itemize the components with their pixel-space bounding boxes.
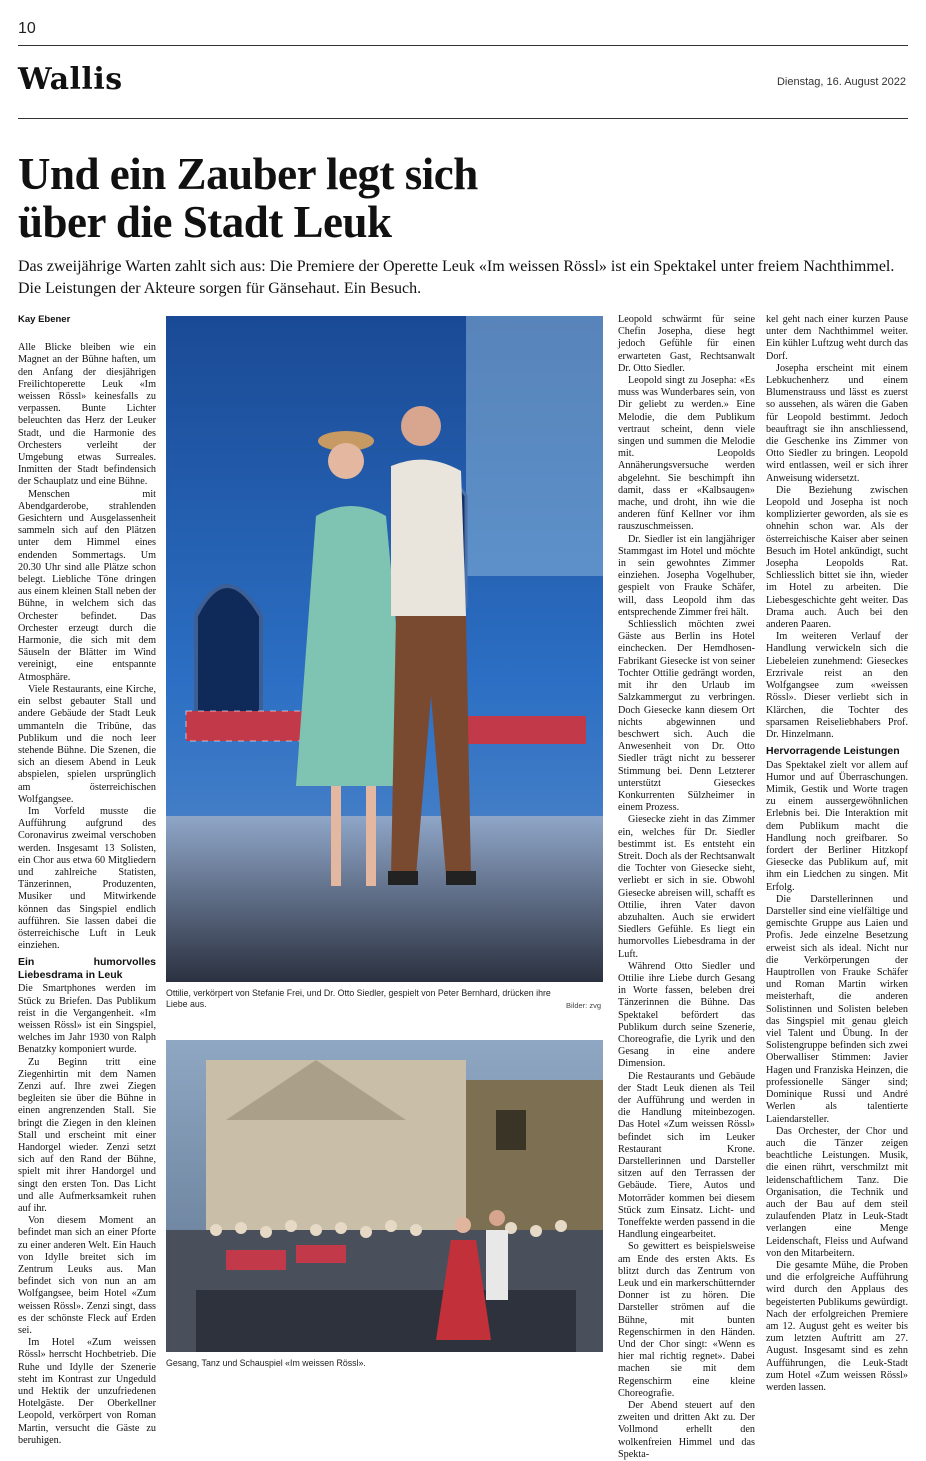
- paragraph: Der Abend steuert auf den zweiten und dritten Akt zu. Der Vollmond erhellt den wolkenfreien Himmel und das Spekta-: [618, 1400, 755, 1460]
- paragraph: Die Beziehung zwischen Leopold und Josepha ist noch komplizierter geworden, als sie es ohnehin schon war. Als der österreichische Kaiser aber seinen Besuch im Hotel ankündigt, sucht Josepha Leopolds Rat. Schliesslich bittet sie ihn, wieder im Hotel zu arbeiten. Die Liebesgeschichte geht weiter. Das Drama auch. Auch bei den anderen Paaren.: [766, 484, 908, 631]
- page-number: 10: [18, 20, 36, 37]
- paragraph: Im Vorfeld musste die Aufführung aufgrund des Coronavirus zweimal verschoben werden. Insgesamt 13 Solisten, ein Chor aus etwa 60 Mitgliedern und zahlreiche Statisten, Tänzerinnen, Produzenten, Musiker und Mitwirkende können das Singspiel endlich aufführen. Sie lassen dabei die österreichische Luft in Leuk einziehen.: [18, 805, 156, 952]
- paragraph: So gewittert es beispielsweise am Ende des ersten Akts. Es blitzt durch das Zentrum von Leuk und ein markerschütternder Donner ist zu hören. Die Darsteller strömen auf die Bühne, mit bunten Regenschirmen in den Händen. Und der Chor singt: «Wenn es hier mal richtig regnet». Dabei machen sie mit dem Regenschirm eine kleine Choreografie.: [618, 1241, 755, 1399]
- paragraph: Das Orchester, der Chor und auch die Tänzer zeigen beachtliche Leistungen. Musik, die einen rührt, verschmilzt mit leidenschaftlichem Tanz. Die Organisation, die Technik und auch der Bau auf dem steil zulaufenden Platz in Leuk-Stadt verlangen eine Menge Leidenschaft, Fleiss und Aufwand von den Mitarbeitern.: [766, 1125, 908, 1259]
- paragraph: Menschen mit Abendgarderobe, strahlenden Gesichtern und Ausgelassenheit sammeln sich auf den Plätzen unter dem Himmel eines endenden Sommertags. Um 20.30 Uhr sind alle Plätze schon belegt. Liebliche Töne dringen aus einem kleinen Stall neben der Bühne, in welchem sich das Orchester befindet. Das Orchester erzeugt durch die Harmonie, die sich mit dem Säuseln der Blätter im Wind vereinigt, eine entspannte Atmosphäre.: [18, 488, 156, 683]
- paragraph: Alle Blicke bleiben wie ein Magnet an der Bühne haften, um den Anfang der diesjährigen Freilichtoperette Leuk «Im weissen Rössl» keinesfalls zu verpassen. Bunte Lichter beleuchten das Herz der Leuker Stadt, und die Harmonie des Orchesters verleiht der Umgebung etwas Surreales. Inmitten der Stadt befindensich der Schauplatz und eine Bühne.: [18, 342, 156, 488]
- paragraph: Das Spektakel zielt vor allem auf Humor und auf Überraschungen. Mimik, Gestik und Worte tragen zu einem aussergewöhnlichen Erlebnis bei. Die Interaktion mit dem Publikum macht die Handlung noch greifbarer. So fordert der Berliner Hitzkopf Giesecke das Publikum auf, mit ihm ein Liedchen zu singen. Mit Erfolg.: [766, 759, 908, 893]
- headline: [18, 150, 718, 246]
- paragraph: Während Otto Siedler und Ottilie ihre Liebe durch Gesang in Worte fassen, beleben drei Tänzerinnen die Bühne. Das Spektakel befördert das Publikum durch seine Szenerie, Choreografie, die Lyrik und den Gesang in eine andere Dimension.: [618, 960, 755, 1070]
- author: Kay Ebener: [18, 314, 71, 325]
- photo-1-caption: Ottilie, verkörpert von Stefanie Frei, und Dr. Otto Siedler, gespielt von Peter Bernhard, drücken ihre Liebe aus.: [166, 988, 551, 1009]
- column-4: [766, 314, 908, 1393]
- paragraph: Die Smartphones werden im Stück zu Briefen. Das Publikum reist in die Vergangenheit. «Im weissen Rössl» ist ein Singspiel, welches im Jahr 1930 von Ralph Benatzky komponiert wurde.: [18, 983, 156, 1056]
- issue-date: Dienstag, 16. August 2022: [776, 76, 906, 88]
- stage-photo-ensemble: [166, 1040, 603, 1352]
- paragraph: Die gesamte Mühe, die Proben und die erfolgreiche Aufführung wird durch den Applaus des begeisterten Publikums gewürdigt. Nach der erfolgreichen Premiere am 12. August geht es weiter bis zum letzten Auftritt am 27. August. Insgesamt sind es zehn Aufführungen, die Leuk-Stadt zum Hotel «Zum weissen Rössl» werden lassen.: [766, 1259, 908, 1393]
- header-rule: [18, 118, 908, 119]
- stage-photo-couple: [166, 316, 603, 982]
- paragraph: Zu Beginn tritt eine Ziegenhirtin mit dem Namen Zenzi auf. Ihre zwei Ziegen begleiten sie über die Bühne in einen angrenzenden Stall. Sie bringt die Ziegen in den kleinen Stall und erscheint mit einer Handorgel wieder. Zenzi setzt sich auf den Rand der Bühne, spielt mit ihrer Handorgel und singt den ersten Ton. Das Licht und alle Aufmerksamkeit ruhen auf ihr.: [18, 1056, 156, 1215]
- photo-credit: Bilder: zvg: [566, 1001, 602, 1010]
- headline-line-2: über die Stadt Leuk: [18, 197, 392, 247]
- photo-2-caption: Gesang, Tanz und Schauspiel «Im weissen Rössl».: [166, 1358, 366, 1368]
- paragraph: Von diesem Moment an befindet man sich an einer Pforte zu einer anderen Welt. Ein Hauch von Idylle breitet sich im Zentrum Leuks aus. Man befindet sich von nun an am Wolfgangsee, beim Hotel «Zum weissen Rössl». Zenzi singt, dass es der schönste Fleck auf Erden sei.: [18, 1215, 156, 1337]
- subheading: Ein humorvolles Liebesdrama in Leuk: [18, 956, 156, 981]
- paragraph: Die Darstellerinnen und Darsteller sind eine vielfältige und gemischte Gruppe aus Laien und Profis. Jede einzelne Besetzung erweist sich als ideal. Nicht nur die Verkörperungen der Hauptrollen von Frauke Schäfer und Roman Martin wirken meisterhaft, die anderen Solistinnen und Solisten beleben das Singspiel mit genau gleich viel Talent und Übung. In der Solistengruppe befinden sich zwei Oberwalliser Stimmen: Javier Hagen und Franziska Heinzen, die professionelle Sänger sind; Dominique Russi und André Werlen als talentierte Laiendarsteller.: [766, 893, 908, 1125]
- paragraph: Viele Restaurants, eine Kirche, ein selbst gebauter Stall und andere Gebäude der Stadt Leuk ummanteln die Tribüne, das Publikum und die noch leer stehende Bühne. Die Szenen, die sich an diesem Abend in Leuk abspielen, spielen ursprünglich am österreichischen Wolfgangsee.: [18, 683, 156, 805]
- paragraph: kel geht nach einer kurzen Pause unter dem Nachthimmel weiter. Ein kühler Luftzug weht durch das Dorf.: [766, 314, 908, 362]
- paragraph: Dr. Siedler ist ein langjähriger Stammgast im Hotel und möchte in sein gewohntes Zimmer einziehen. Josepha Vogelhuber, gespielt von Frauke Schäfer, will, dass Leopold ihm das entsprechende Zimmer frei hält.: [618, 533, 755, 618]
- paragraph: Giesecke zieht in das Zimmer ein, welches für Dr. Siedler bestimmt ist. Es entsteht ein Streit. Doch als der Rechtsanwalt die Tochter von Giesecke sieht, verliebt er sich in sie. Obwohl Giesecke abreisen will, schafft es Ottilie, ihren Vater davon abzuhalten. Auch sie erwidert Siedlers Gefühle. Es liegt ein humorvolles Liebesdrama in der Luft.: [618, 814, 755, 960]
- paragraph: Die Restaurants und Gebäude der Stadt Leuk dienen als Teil der Aufführung und werden in die Handlung miteinbezogen. Das Hotel «Zum weissen Rössl» befindet sich im Leuker Restaurant Krone. Darstellerinnen und Darsteller sitzen auf den Terrassen der Gebäude. Tiere, Autos und Motorräder kommen bei diesem Stück zum Einsatz. Licht- und Toneffekte werden passend in die Handlung eingearbeitet.: [618, 1070, 755, 1241]
- column-3: [618, 314, 755, 1460]
- paragraph: Josepha erscheint mit einem Lebkuchenherz und einem Blumenstrauss und lässt es zuerst so aussehen, als wären die Gaben für Leopold bestimmt. Jedoch beauftragt sie ihn anschliessend, die Geschenke ins Zimmer von Otto Siedler zu bringen. Leopold wird entlassen, weil er sich ihrer Anweisung widersetzt.: [766, 362, 908, 484]
- column-1: [18, 314, 156, 1446]
- subheading: Hervorragende Leistungen: [766, 745, 900, 758]
- paragraph: Im weiteren Verlauf der Handlung verwickeln sich die Liebeleien zunehmend: Gieseckes Erzrivale reist an den Wolfgangsee zum «weissen Rössl». Dieser verliebt sich in Klärchen, die Tochter des sparsamen Reiseliebhabers Prof. Dr. Hinzelmann.: [766, 631, 908, 740]
- paragraph: Im Hotel «Zum weissen Rössl» herrscht Hochbetrieb. Die Ruhe und Idylle der Szenerie steht im Kontrast zur Ungeduld und Hektik der unzufriedenen Hotelgäste. Der Oberkellner Leopold, verkörpert von Roman Martin, versucht die Gäste zu beruhigen.: [18, 1337, 156, 1446]
- section-title: Wallis: [18, 62, 123, 97]
- top-rule: [18, 45, 908, 46]
- paragraph: Schliesslich möchten zwei Gäste aus Berlin ins Hotel einchecken. Der Hemdhosen-Fabrikant Giesecke ist von seiner Tochter Ottilie gedrängt worden, mit ihr den Urlaub im Salzkammergut zu verbringen. Doch Giesecke kann diesem Ort nichts abgewinnen und beschwert sich. Auch die Anwesenheit von Dr. Otto Siedler trägt nicht zu besserer Stimmung bei. Denn Letzterer unterstützt Gieseckes Konkurrenten Sülzheimer in einem Prozess.: [618, 619, 755, 814]
- stage-photo-couple-image: [166, 316, 603, 982]
- lead-paragraph: Das zweijährige Warten zahlt sich aus: Die Premiere der Operette Leuk «Im weissen Rössl» ist ein Spektakel unter freiem Nachthimmel. Die Leistungen der Akteure sorgen für Gänsehaut. Ein Besuch.: [18, 258, 895, 297]
- paragraph: Leopold singt zu Josepha: «Es muss was Wunderbares sein, von Dir geliebt zu werden.» Eine Melodie, die dem Publikum vertraut scheint, denn viele singen und summen die Melodie mit. Leopolds Annäherungsversuche werden abgelehnt. Sie beschimpft ihn damit, dass er «Kalbsaugen» mache, und droht, ihn wie die anderen fünf Kellner vor ihm rauszuschmeissen.: [618, 375, 755, 533]
- paragraph: Leopold schwärmt für seine Chefin Josepha, diese hegt jedoch Gefühle für einen erwarteten Gast, Rechtsanwalt Dr. Otto Siedler.: [618, 314, 755, 374]
- headline-line-1: Und ein Zauber legt sich: [18, 149, 478, 199]
- stage-photo-ensemble-image: [166, 1040, 603, 1352]
